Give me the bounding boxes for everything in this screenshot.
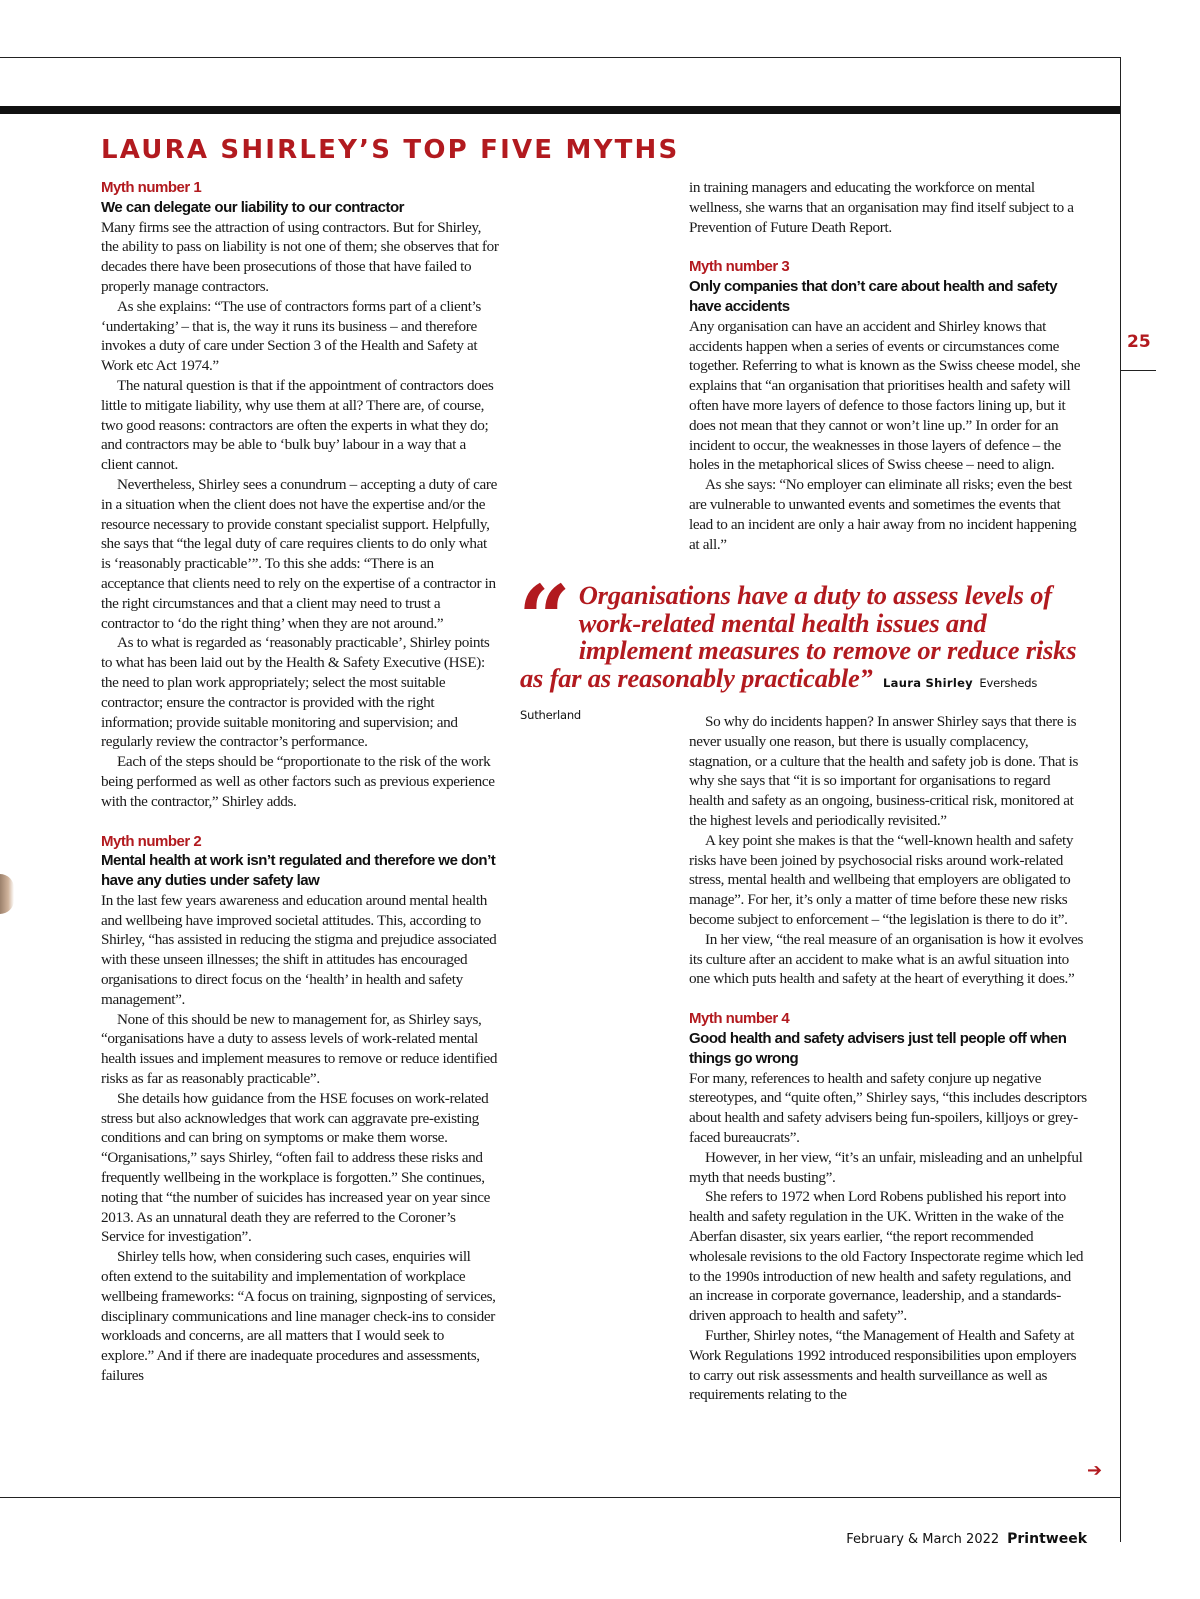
myth-1-para-1: Many firms see the attraction of using contractors. But for Shirley, the ability to pass on liability is not one of them; she observes that for decades there have been prosecutions of those that have failed to properly manage contractors. (101, 218, 499, 295)
myth-1-para-3: The natural question is that if the appointment of contractors does little to mitigate liability, why use them at all? There are, of course, two good reasons: contractors are often the experts in what they do; and contractors may be able to ‘bulk buy’ labour in a way that a client cannot. (101, 376, 494, 474)
myth-4-para-4: Further, Shirley notes, “the Management of Health and Safety at Work Regulations 1992 introduced responsibilities upon employers to carry out risk assessments and health surveillance as well as requirements relating to the (689, 1326, 1077, 1404)
bottom-rule (0, 1497, 1121, 1498)
myth-1-para-4: Nevertheless, Shirley sees a conundrum – accepting a duty of care in a situation when the client does not have the expertise and/or the resource necessary to provide constant specialist support. Helpfully, she says that “the legal duty of care requires clients to do only what is ‘reasonably practicable’”. To this she adds: “There is an acceptance that clients need to rely on the expertise of a contractor in the right circumstances and that a client may need to trust a contractor to ‘do the right thing’ when they are not around.” (101, 475, 497, 632)
myth-1-para-2: As she explains: “The use of contractors forms part of a client’s ‘undertaking’ – that is, the way it runs its business – and therefore invokes a duty of care under Section 3 of the Health and Safety at Work etc Act 1974.” (101, 297, 481, 375)
top-thin-rule (0, 57, 1121, 58)
myth-4-para-1: For many, references to health and safety conjure up negative stereotypes, and “quite often,” Shirley says, “this includes descriptors about health and safety advisers being fun-spoilers, killjoys or grey-faced bureaucrats”. (689, 1069, 1087, 1146)
myth-3-para-1: Any organisation can have an accident and Shirley knows that accidents happen when a series of events or circumstances come together. Referring to what is known as the Swiss cheese model, she explains that “an organisation that prioritises health and safety will often have more layers of defence to those factors lining up, but it does not mean that they cannot or won’t line up.” In order for an incident to occur, the weaknesses in those layers of defence – the holes in the metaphorical slices of Swiss cheese – need to align. (689, 317, 1081, 474)
page-footer (846, 1531, 1087, 1547)
right-column-top (689, 178, 1087, 554)
footer-brand: Printweek (1007, 1531, 1087, 1547)
myth-4-para-2: However, in her view, “it’s an unfair, misleading and an unhelpful myth that needs busting”. (689, 1148, 1083, 1186)
myth-1-kicker: Myth number 1 (101, 179, 202, 196)
myth-2-para-4: Shirley tells how, when considering such cases, enquiries will often extend to the suitability and implementation of workplace wellbeing frameworks: “A focus on training, signposting of services, disciplinary communications and line manager check-ins to consider workloads and concerns, are all matters that I would seek to explore.” And if there are inadequate procedures and assessments, failures (101, 1248, 496, 1385)
myth-4-kicker: Myth number 4 (689, 1010, 790, 1028)
pull-quote-text: Organisations have a duty to assess levels of work-related mental health issues and implement measures to remove or reduce risks as far as reasonably practicable” (520, 580, 1077, 693)
myth-3-title: Only companies that don’t care about health and safety have accidents (689, 278, 1058, 315)
left-column (101, 178, 499, 1386)
continue-arrow-icon: ➔ (1087, 1460, 1103, 1481)
myth-2-para-2: None of this should be new to management for, as Shirley says, “organisations have a duty to assess levels of work-related mental health issues and implement measures to remove or reduce identified risks as far as reasonably practicable”. (101, 1010, 498, 1088)
page-number-rule (1121, 370, 1156, 371)
myth-2-para-3: She details how guidance from the HSE focuses on work-related stress but also acknowledges that work can aggravate pre-existing conditions and can bring on symptoms or make them worse. “Organisations,” says Shirley, “often fail to address these risks and frequently wellbeing in the workplace is forgotten.” She continues, noting that “the number of suicides has increased year on year since 2013. As an unnatural death they are referred to the Coroner’s Service for investigation”. (101, 1089, 491, 1246)
myth-2-kicker: Myth number 2 (101, 832, 202, 850)
myth-3-after-3: In her view, “the real measure of an organisation is how it evolves its culture after an accident to make what is an awful situation into one which puts health and safety at the heart of everything it does.” (689, 930, 1084, 988)
pull-quote (518, 565, 1090, 730)
myth-3-after-1: So why do incidents happen? In answer Shirley says that there is never usually one reason, but there is usually complacency, stagnation, or a culture that the health and safety job is done. That is why she says that “it is so important for organisations to regard health and safety as an ongoing, business-critical risk, monitored at the highest levels and periodically revisited.” (689, 713, 1079, 829)
myth-3-para-2: As she says: “No employer can eliminate all risks; even the best are vulnerable to unwanted events and sometimes the events that lead to an incident are only a hair away from no incident happening at all.” (689, 476, 1077, 553)
pull-quote-name: Laura Shirley (883, 675, 973, 690)
myth-2-continued: in training managers and educating the workforce on mental wellness, she warns that an organisation may find itself subject to a Prevention of Future Death Report. (689, 179, 1074, 236)
myth-1-title: We can delegate our liability to our contractor (101, 198, 404, 216)
myth-2-title: Mental health at work isn’t regulated and therefore we don’t have any duties under safety law (101, 852, 496, 890)
myth-1-para-6: Each of the steps should be “proportionate to the risk of the work being performed as well as other factors such as previous experience with the contractor,” Shirley adds. (101, 753, 495, 810)
pull-quote-org: Eversheds Sutherland (520, 675, 1038, 722)
myth-2-para-1: In the last few years awareness and education around mental health and wellbeing have improved societal attitudes. This, according to Shirley, “has assisted in reducing the stigma and prejudice associated with these unseen illnesses; the shift in attitudes has encouraged organisations to direct focus on the ‘health’ in health and safety management”. (101, 891, 497, 1008)
myth-4-para-3: She refers to 1972 when Lord Robens published his report into health and safety regulation in the UK. Written in the wake of the Aberfan disaster, six years earlier, “the report recommended wholesale revisions to the old Factory Inspectorate regime which led to the 1990s introduction of new health and safety regulations, and an increase in corporate governance, leadership, and a standards-driven approach to health and safety”. (689, 1188, 1084, 1325)
cropped-photo-edge (0, 874, 14, 914)
myth-1-para-5: As to what is regarded as ‘reasonably practicable’, Shirley points to what has been laid out by the Health & Safety Executive (HSE): the need to plan work appropriately; select the most suitable contractor; ensure the contractor is provided with the right information; provide suitable monitoring and supervision; and regularly review the contractor’s performance. (101, 634, 490, 751)
right-column-bottom (689, 712, 1087, 1405)
article-headline: LAURA SHIRLEY’S TOP FIVE MYTHS (101, 135, 680, 165)
page-number: 25 (1127, 332, 1151, 352)
right-margin-rule (1120, 57, 1121, 1542)
myth-3-kicker: Myth number 3 (689, 258, 790, 276)
top-thick-rule (0, 106, 1121, 114)
myth-3-after-2: A key point she makes is that the “well-known health and safety risks have been joined by psychosocial risks around work-related stress, mental health and wellbeing that employers are obligated to manage”. For her, it’s only a matter of time before these new risks become subject to enforcement – “the legislation is there to do it”. (689, 831, 1074, 928)
myth-4-title: Good health and safety advisers just tell people off when things go wrong (689, 1029, 1067, 1067)
quote-mark-icon: “ (518, 565, 571, 673)
footer-issue-date: February & March 2022 (846, 1532, 1000, 1547)
